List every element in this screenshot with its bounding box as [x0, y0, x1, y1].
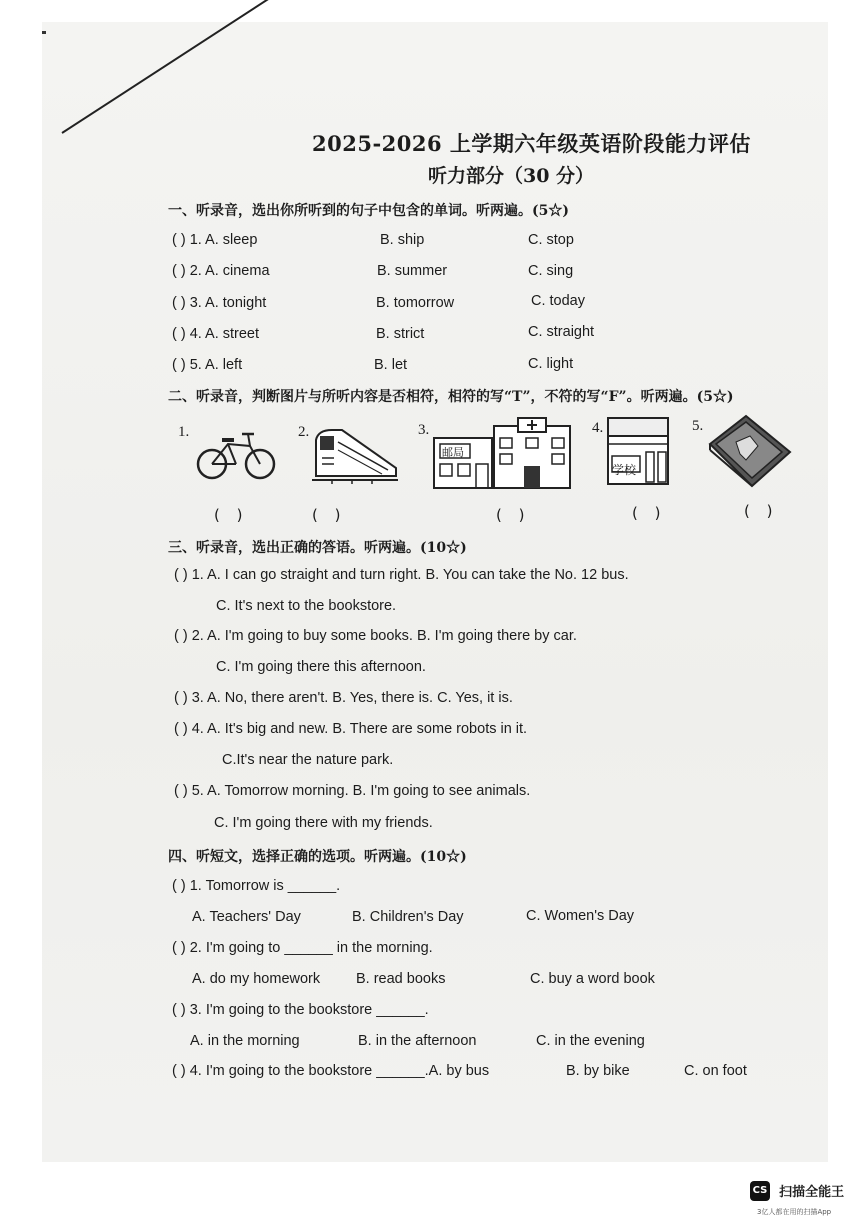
book-icon: [706, 414, 792, 488]
s1-q2-c: C. sing: [528, 263, 574, 279]
s1-q3: ( ) 3. A. tonight: [172, 295, 267, 311]
s3-q4-c: C.It's near the nature park.: [222, 752, 394, 768]
page-subtitle: 听力部分（30 分）: [428, 165, 595, 187]
pic4-num: 4.: [592, 420, 604, 436]
s4-q2-b: B. read books: [356, 971, 446, 987]
s3-q3: ( ) 3. A. No, there aren't. B. Yes, there is. C. Yes, it is.: [174, 690, 513, 706]
s4-q1: ( ) 1. Tomorrow is ______.: [172, 878, 341, 894]
cs-logo-icon: CS: [750, 1181, 770, 1201]
pic5-num: 5.: [692, 418, 704, 434]
s1-q2: ( ) 2. A. cinema: [172, 263, 270, 279]
s3-q4: ( ) 4. A. It's big and new. B. There are some robots in it.: [174, 721, 528, 737]
section3-heading: 三、听录音，选出正确的答语。听两遍。(10☆): [168, 540, 467, 556]
scanner-logo: [750, 1180, 844, 1201]
pic2-num: 2.: [298, 424, 310, 440]
s1-q1: ( ) 1. A. sleep: [172, 232, 258, 248]
school-label: 学校: [612, 463, 637, 477]
s4-q2-c: C. buy a word book: [530, 971, 655, 987]
pic5-answer[interactable]: ( ): [744, 502, 779, 520]
s4-q3-c: C. in the evening: [536, 1033, 645, 1049]
pic4-answer[interactable]: ( ): [632, 504, 667, 522]
s1-q5-b: B. let: [374, 357, 408, 373]
s4-q3-a: A. in the morning: [190, 1033, 300, 1049]
pic3-answer[interactable]: ( ): [496, 506, 531, 524]
page-title: 2025-2026 上学期六年级英语阶段能力评估: [312, 131, 751, 156]
s3-q1-c: C. It's next to the bookstore.: [216, 598, 397, 614]
bicycle-icon: [194, 428, 278, 482]
scan-speck: [42, 31, 46, 34]
s4-q4-b: B. by bike: [566, 1063, 630, 1079]
pic2-answer[interactable]: ( ): [312, 506, 347, 524]
s4-q2-a: A. do my homework: [192, 971, 321, 987]
post-office-label: 邮局: [442, 447, 464, 459]
s4-q3: ( ) 3. I'm going to the bookstore ______.: [172, 1002, 429, 1018]
s4-q2: ( ) 2. I'm going to ______ in the morning.: [172, 940, 433, 956]
s1-q1-c: C. stop: [528, 232, 574, 248]
s4-q3-b: B. in the afternoon: [358, 1033, 477, 1049]
section1-heading: 一、听录音，选出你所听到的句子中包含的单词。听两遍。(5☆): [168, 203, 569, 219]
scanner-app-name: 扫描全能王: [779, 1185, 845, 1200]
scanner-tagline: 3亿人都在用的扫描App: [757, 1208, 832, 1216]
section4-heading: 四、听短文，选择正确的选项。听两遍。(10☆): [168, 849, 467, 865]
s1-q2-b: B. summer: [377, 263, 448, 279]
s4-q1-a: A. Teachers' Day: [192, 909, 301, 925]
s1-q3-b: B. tomorrow: [376, 295, 455, 311]
s3-q2: ( ) 2. A. I'm going to buy some books. B. I'm going there by car.: [174, 628, 577, 644]
s4-q4: ( ) 4. I'm going to the bookstore ______.A. by bus: [172, 1063, 490, 1079]
train-icon: [312, 426, 398, 486]
s1-q5: ( ) 5. A. left: [172, 357, 243, 373]
s3-q5: ( ) 5. A. Tomorrow morning. B. I'm going to see animals.: [174, 783, 531, 799]
s1-q4-b: B. strict: [376, 326, 425, 342]
pic1-num: 1.: [178, 424, 190, 440]
s4-q1-c: C. Women's Day: [526, 908, 635, 924]
s3-q5-c: C. I'm going there with my friends.: [214, 815, 433, 831]
s4-q1-b: B. Children's Day: [352, 909, 464, 925]
s1-q3-c: C. today: [531, 293, 585, 309]
s3-q1: ( ) 1. A. I can go straight and turn right. B. You can take the No. 12 bus.: [174, 567, 629, 583]
exam-paper: [42, 22, 828, 1162]
s1-q5-c: C. light: [528, 356, 574, 372]
s1-q4: ( ) 4. A. street: [172, 326, 260, 342]
pic3-num: 3.: [418, 422, 430, 438]
pic1-answer[interactable]: ( ): [214, 506, 249, 524]
section2-heading: 二、听录音，判断图片与所听内容是否相符，相符的写“T”，不符的写“F”。听两遍。(5☆): [168, 389, 734, 405]
s1-q4-c: C. straight: [528, 324, 595, 340]
s1-q1-b: B. ship: [380, 232, 425, 248]
s3-q2-c: C. I'm going there this afternoon.: [216, 659, 426, 675]
s4-q4-c: C. on foot: [684, 1063, 747, 1079]
